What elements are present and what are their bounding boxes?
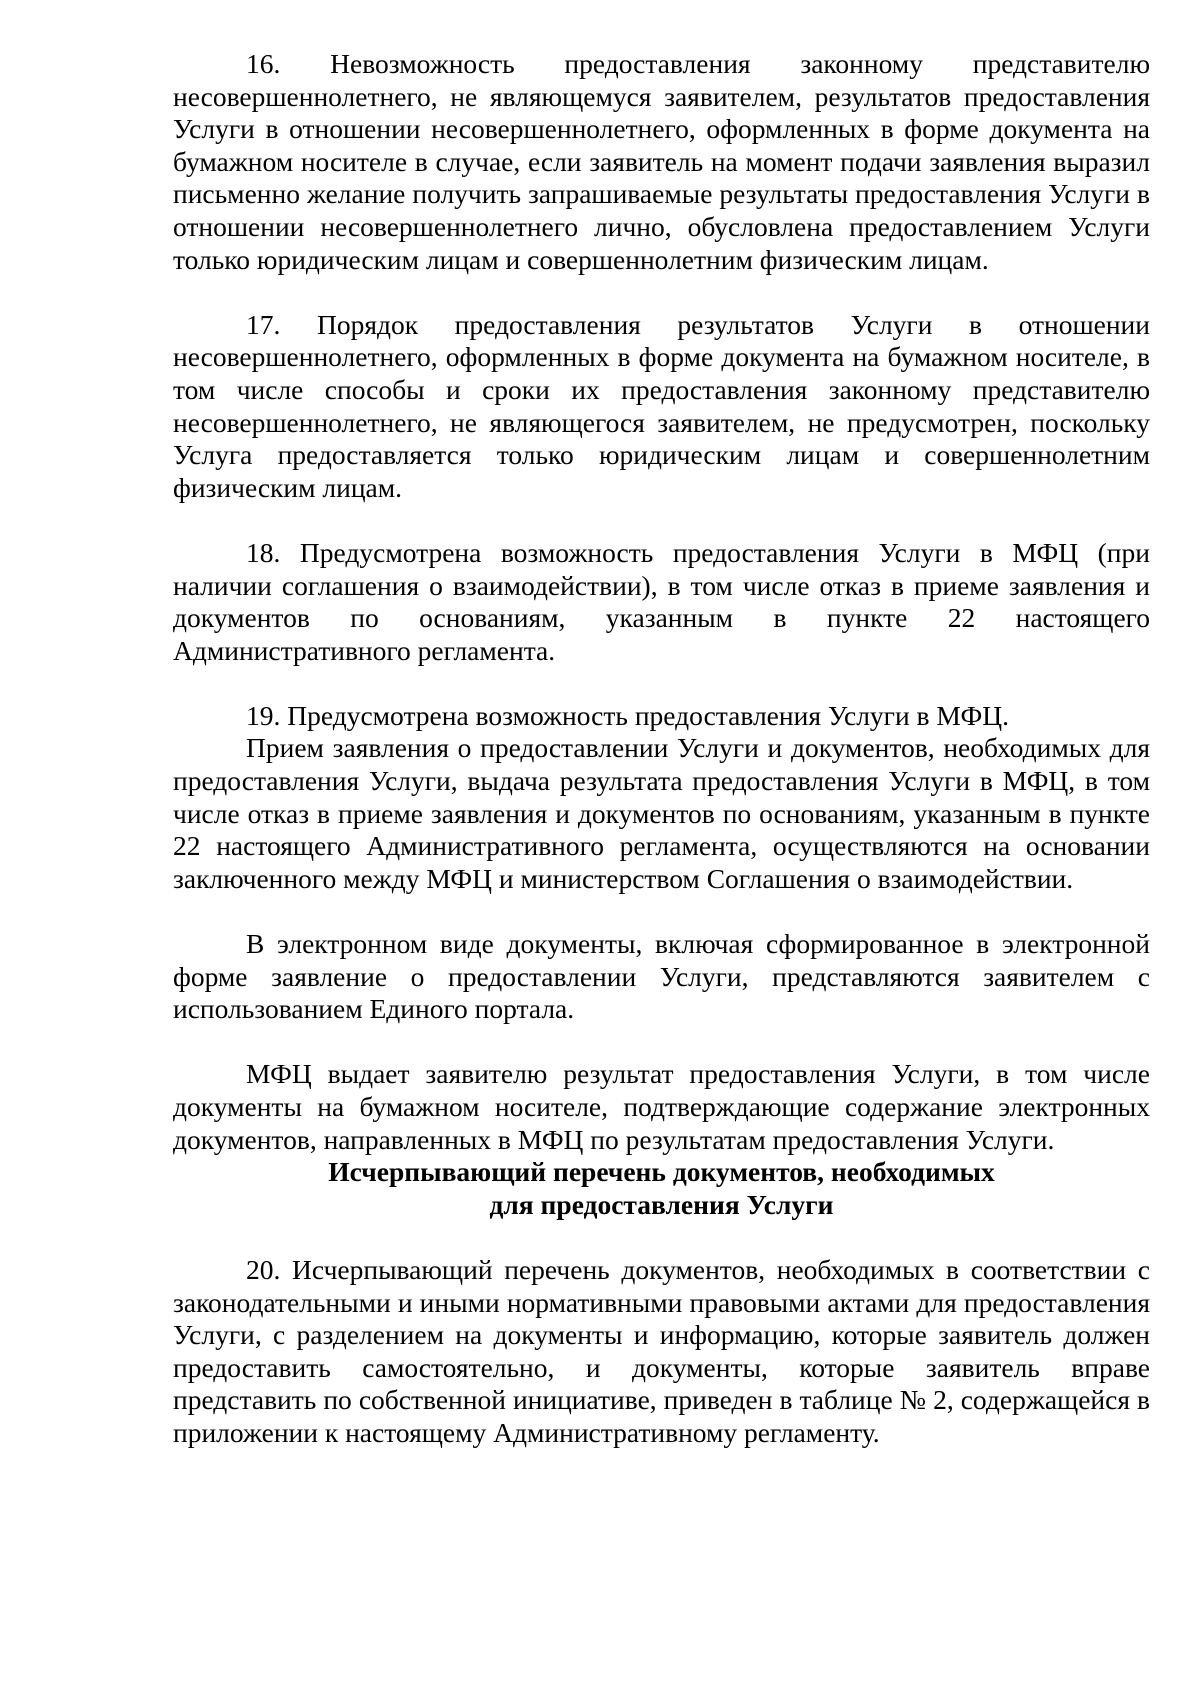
- paragraph-17: 17. Порядок предоставления результатов Услуги в отношении несовершеннолетнего, оформленных в форме документа на бумажном носителе, в том числе способы и сроки их предоставления законному представителю несовершеннолетнего, не являющегося заявителем, не предусмотрен, поскольку Услуга предоставляется только юридическим лицам и совершеннолетним физическим лицам.: [173, 308, 1150, 503]
- document-page: [173, 48, 1150, 1450]
- paragraph-19: 19. Предусмотрена возможность предоставления Услуги в МФЦ.: [246, 699, 1009, 731]
- section-heading-line-2: для предоставления Услуги: [489, 1188, 834, 1220]
- section-heading-line-1: Исчерпывающий перечень документов, необходимых: [328, 1156, 995, 1188]
- paragraph-20: 20. Исчерпывающий перечень документов, необходимых в соответствии с законодательными и иными нормативными правовыми актами для предоставления Услуги, с разделением на документы и информацию, которые заявитель должен предоставить самостоятельно, и документы, которые заявитель вправе представить по собственной инициативе, приведен в таблице № 2, содержащейся в приложении к настоящему Административному регламенту.: [173, 1253, 1150, 1448]
- section-heading: [173, 1156, 1150, 1221]
- paragraph-electronic-documents: В электронном виде документы, включая сформированное в электронной форме заявление о предоставлении Услуги, представляются заявителем с использованием Единого портала.: [173, 928, 1150, 1025]
- paragraph-mfc-issues-result: МФЦ выдает заявителю результат предоставления Услуги, в том числе документы на бумажном носителе, подтверждающие содержание электронных документов, направленных в МФЦ по результатам предоставления Услуги.: [173, 1058, 1150, 1155]
- paragraph-16: 16. Невозможность предоставления законному представителю несовершеннолетнего, не являющемуся заявителем, результатов предоставления Услуги в отношении несовершеннолетнего, оформленных в форме документа на бумажном носителе в случае, если заявитель на момент подачи заявления выразил письменно желание получить запрашиваемые результаты предоставления Услуги в отношении несовершеннолетнего лично, обусловлена предоставлением Услуги только юридическим лицам и совершеннолетним физическим лицам.: [173, 48, 1150, 275]
- paragraph-18: 18. Предусмотрена возможность предоставления Услуги в МФЦ (при наличии соглашения о взаимодействии), в том числе отказ в приеме заявления и документов по основаниям, указанным в пункте 22 настоящего Административного регламента.: [173, 536, 1150, 666]
- paragraph-19-reception: Прием заявления о предоставлении Услуги и документов, необходимых для предоставления Услуги, выдача результата предоставления Услуги в МФЦ, в том числе отказ в приеме заявления и документов по основаниям, указанным в пункте 22 настоящего Административного регламента, осуществляются на основании заключенного между МФЦ и министерством Соглашения о взаимодействии.: [173, 732, 1150, 894]
